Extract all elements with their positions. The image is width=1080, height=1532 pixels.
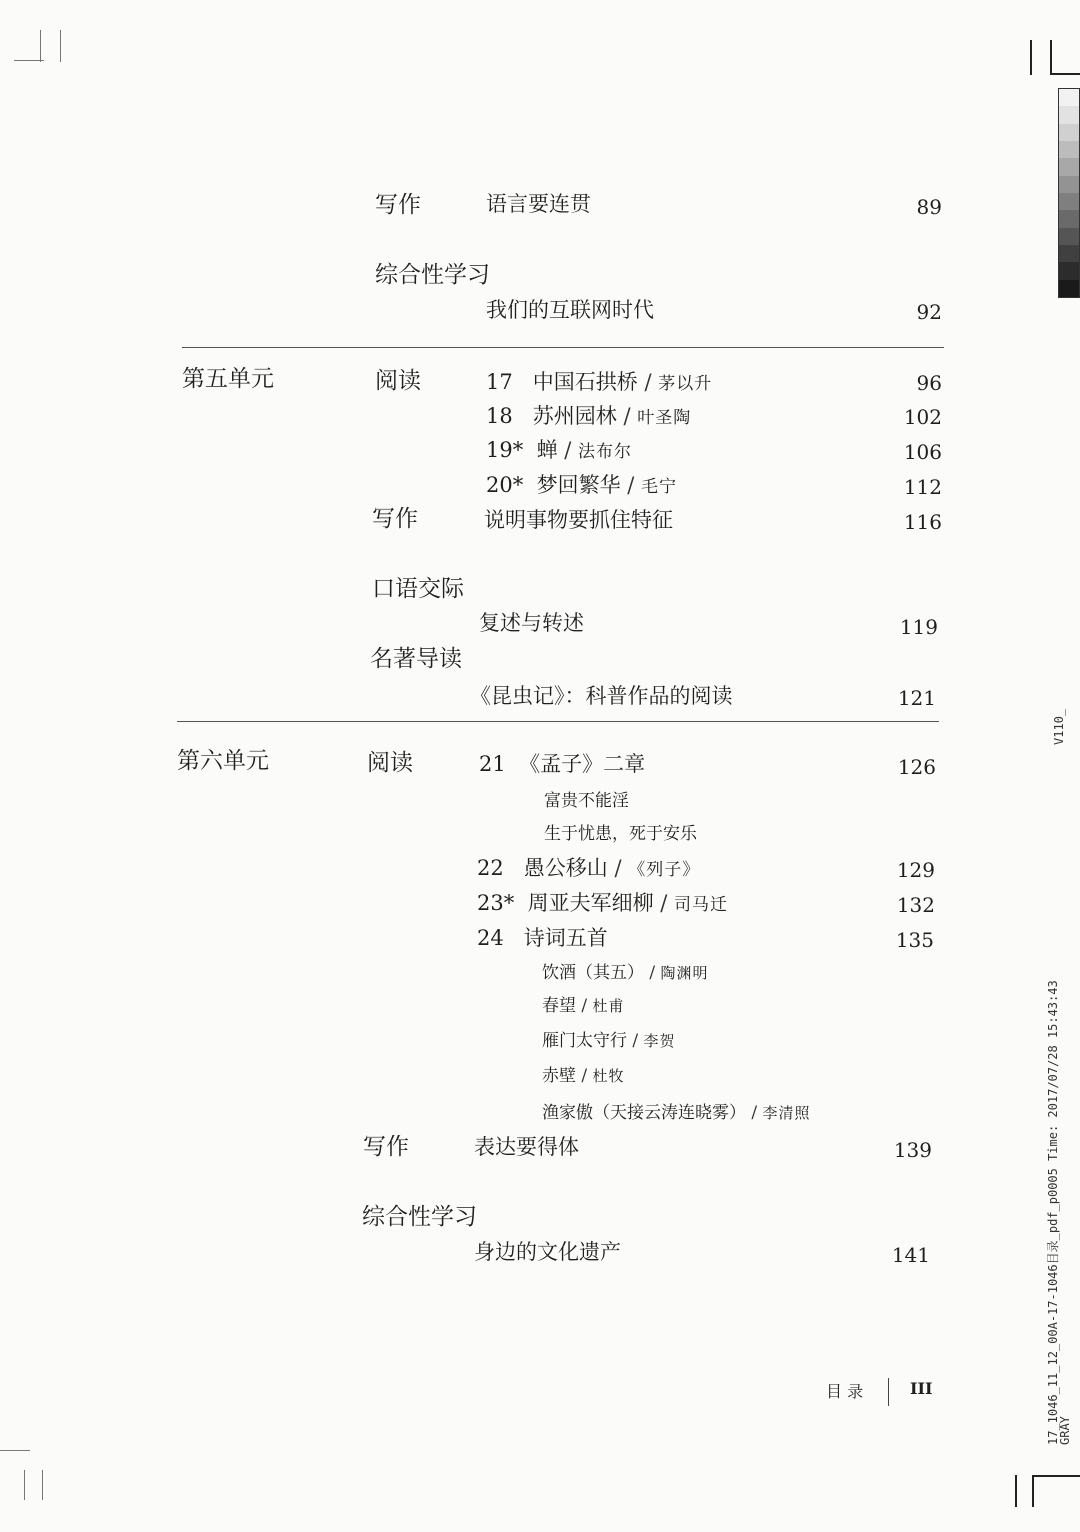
page-number: 129 — [896, 858, 935, 882]
page-number: 102 — [903, 405, 942, 429]
writing-title-1: 语言要连贯 — [486, 192, 591, 216]
unit6-reading-label: 阅读 — [367, 750, 413, 776]
crop-mark-bottom-right-v2 — [1032, 1475, 1034, 1507]
page-number: 116 — [903, 510, 942, 534]
lesson-author: 茅以升 — [658, 374, 713, 394]
lesson-17: 17 中国石拱桥 / 茅以升 — [486, 370, 713, 394]
unit5-oral-label: 口语交际 — [372, 576, 464, 602]
crop-mark-bottom-left-v1 — [24, 1470, 25, 1500]
gray-label: GRAY — [1058, 1416, 1072, 1445]
gray-scale-patch — [1059, 262, 1079, 279]
poem-title: 饮酒（其五） — [542, 963, 644, 983]
page-number: 89 — [916, 195, 942, 219]
page-number: 121 — [897, 686, 936, 710]
gray-scale-patch — [1059, 280, 1079, 297]
poem-author: 李清照 — [762, 1104, 811, 1122]
gray-scale-patch — [1059, 228, 1079, 245]
gray-scale-patch — [1059, 89, 1079, 106]
lesson-number: 24 — [477, 926, 504, 950]
gray-scale-patch — [1059, 124, 1079, 141]
lesson-18: 18 苏州园林 / 叶圣陶 — [486, 404, 692, 428]
lesson-title: 诗词五首 — [523, 926, 608, 950]
page-number: 119 — [899, 615, 938, 639]
lesson-19: 19* 蝉 / 法布尔 — [486, 438, 633, 462]
unit5-title: 第五单元 — [182, 366, 274, 392]
footer-divider — [888, 1378, 889, 1406]
unit6-study-title: 身边的文化遗产 — [474, 1240, 621, 1264]
footer-page-number: III — [910, 1379, 933, 1398]
lesson-number: 22 — [477, 856, 504, 880]
lesson-22: 22 愚公移山 / 《列子》 — [477, 856, 701, 880]
unit5-writing-title: 说明事物要抓住特征 — [484, 508, 673, 532]
footer-label: 目 录 — [826, 1382, 864, 1401]
poem-5: 渔家傲（天接云涛连晓雾） / 李清照 — [542, 1103, 811, 1123]
crop-mark-top-right-v1 — [1030, 40, 1032, 75]
page-number: 96 — [916, 371, 942, 395]
page-number: 139 — [893, 1138, 932, 1162]
lesson-author: 毛宁 — [641, 477, 678, 497]
crop-mark-bottom-right-h — [1032, 1475, 1080, 1477]
unit5-reading-label: 阅读 — [375, 368, 421, 394]
page-number: 92 — [916, 300, 942, 324]
page-number: 135 — [895, 928, 934, 952]
lesson-number: 23* — [477, 891, 515, 915]
lesson-title: 苏州园林 — [532, 404, 617, 428]
lesson-20: 20* 梦回繁华 / 毛宁 — [486, 473, 678, 497]
page-number: 141 — [891, 1243, 930, 1267]
unit6-writing-title: 表达要得体 — [474, 1135, 579, 1159]
poem-1: 饮酒（其五） / 陶渊明 — [542, 963, 709, 983]
lesson-number: 20* — [486, 473, 524, 497]
gray-scale-patch — [1059, 158, 1079, 175]
lesson-21-sub-2: 生于忧患，死于安乐 — [544, 824, 697, 844]
crop-mark-bottom-right-v1 — [1015, 1475, 1017, 1507]
poem-title: 渔家傲（天接云涛连晓雾） — [542, 1103, 746, 1123]
print-slug: 17_1046_11_12_00A-17-1046目录_pdf_p0005 Time: 2017/07/28 15:43:43 — [1046, 980, 1060, 1445]
study-label-1: 综合性学习 — [375, 262, 490, 288]
poem-author: 陶渊明 — [660, 964, 709, 982]
lesson-24 — [477, 922, 608, 952]
poem-title: 雁门太守行 — [542, 1031, 627, 1051]
crop-mark-top-left-v2 — [60, 30, 61, 62]
lesson-author: 叶圣陶 — [637, 408, 692, 428]
gray-scale-patch — [1059, 245, 1079, 262]
gray-scale-patch — [1059, 193, 1079, 210]
page-number: 132 — [896, 893, 935, 917]
crop-mark-top-right-v2 — [1050, 40, 1052, 75]
crop-mark-bottom-left-h — [0, 1450, 30, 1451]
version-label: V110_ — [1052, 708, 1066, 745]
lesson-title: 中国石拱桥 — [532, 370, 638, 394]
lesson-21-sub-1: 富贵不能淫 — [544, 791, 629, 811]
unit6-study-label: 综合性学习 — [362, 1204, 477, 1230]
poem-author: 杜甫 — [592, 997, 625, 1015]
gray-scale-strip — [1058, 88, 1080, 298]
lesson-23: 23* 周亚夫军细柳 / 司马迁 — [477, 891, 729, 915]
crop-mark-bottom-left-v2 — [42, 1470, 43, 1500]
poem-3: 雁门太守行 / 李贺 — [542, 1031, 676, 1051]
divider-unit6 — [177, 721, 939, 722]
lesson-title: 《孟子》二章 — [519, 752, 646, 776]
lesson-title: 周亚夫军细柳 — [527, 891, 654, 915]
unit5-classic-label: 名著导读 — [370, 646, 462, 672]
unit5-classic-title: 《昆虫记》：科普作品的阅读 — [470, 684, 733, 708]
crop-mark-top-left-v1 — [40, 30, 41, 62]
lesson-author: 司马迁 — [674, 895, 729, 915]
lesson-title: 蝉 — [536, 438, 558, 462]
lesson-number: 19* — [486, 438, 524, 462]
lesson-number: 17 — [486, 370, 513, 394]
lesson-author: 法布尔 — [578, 442, 633, 462]
poem-4: 赤壁 / 杜牧 — [542, 1066, 625, 1086]
page-number: 112 — [903, 475, 942, 499]
poem-title: 赤壁 — [542, 1066, 576, 1086]
lesson-number: 21 — [479, 752, 506, 776]
gray-scale-patch — [1059, 106, 1079, 123]
writing-label-1: 写作 — [375, 192, 421, 218]
gray-scale-patch — [1059, 210, 1079, 227]
page-number: 106 — [903, 440, 942, 464]
poem-author: 杜牧 — [592, 1067, 625, 1085]
page-number: 126 — [897, 755, 936, 779]
unit6-writing-label: 写作 — [363, 1134, 409, 1160]
divider-unit5 — [182, 347, 944, 348]
study-title-1: 我们的互联网时代 — [486, 298, 654, 322]
lesson-title: 梦回繁华 — [536, 473, 621, 497]
unit6-title: 第六单元 — [177, 748, 269, 774]
lesson-21 — [479, 748, 645, 778]
poem-author: 李贺 — [643, 1032, 676, 1050]
crop-mark-top-right-h — [1050, 73, 1080, 75]
lesson-title: 愚公移山 — [523, 856, 608, 880]
poem-2: 春望 / 杜甫 — [542, 996, 625, 1016]
lesson-author: 《列子》 — [628, 860, 701, 880]
unit5-oral-title: 复述与转述 — [479, 611, 584, 635]
unit5-writing-label: 写作 — [372, 506, 418, 532]
gray-scale-patch — [1059, 176, 1079, 193]
poem-title: 春望 — [542, 996, 576, 1016]
gray-scale-patch — [1059, 141, 1079, 158]
lesson-number: 18 — [486, 404, 513, 428]
